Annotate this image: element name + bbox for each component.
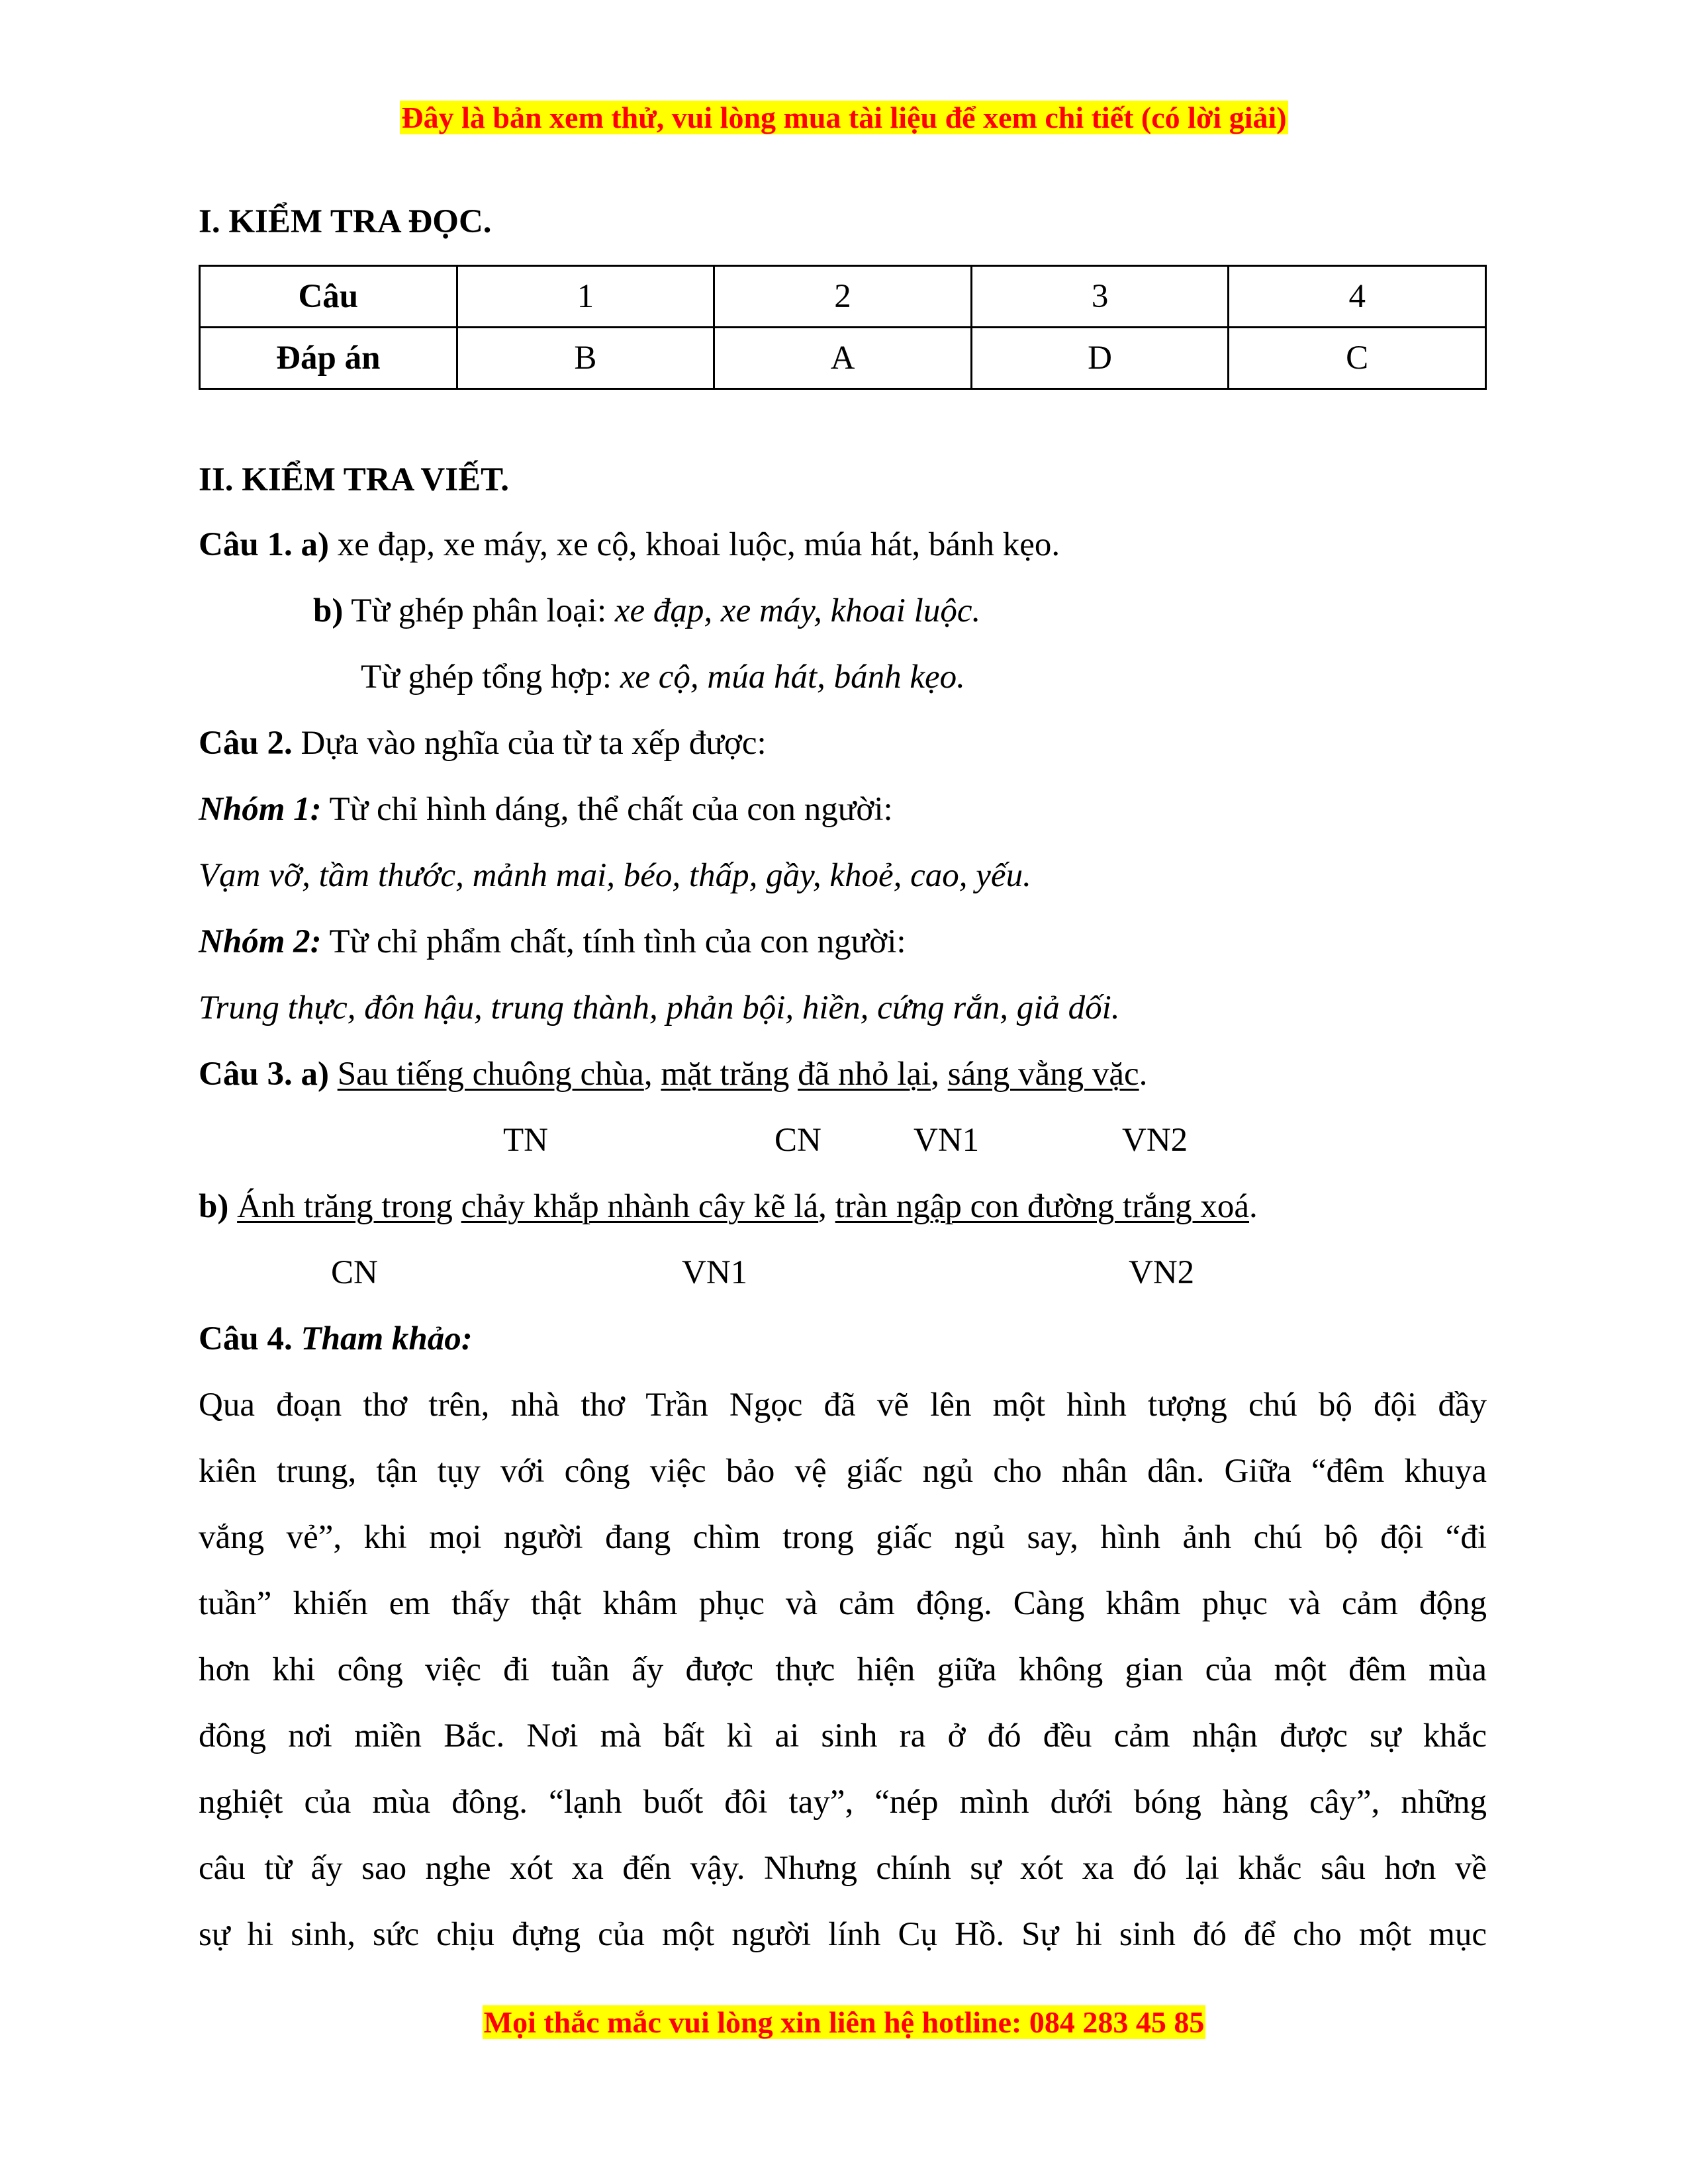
group2-line bbox=[199, 922, 906, 962]
table-cell: B bbox=[457, 328, 714, 389]
table-row bbox=[200, 328, 1486, 389]
cau2-label: Câu 2. bbox=[199, 725, 293, 762]
cau1-c-prefix: Từ ghép tổng hợp: bbox=[361, 659, 620, 696]
space bbox=[453, 1188, 461, 1225]
tag-vn2: VN2 bbox=[1129, 1254, 1195, 1291]
cau3-b-line bbox=[199, 1187, 1258, 1226]
punct: , bbox=[643, 1056, 661, 1093]
cau3-a-label: a) bbox=[301, 1056, 329, 1093]
cau1-label: Câu 1. bbox=[199, 526, 293, 563]
punct: . bbox=[1249, 1188, 1258, 1225]
group1-label: Nhóm 1: bbox=[199, 791, 322, 828]
table-row bbox=[200, 266, 1486, 328]
group1-words: Vạm vỡ, tầm thước, mảnh mai, béo, thấp, gầy, khoẻ, cao, yếu. bbox=[199, 857, 1031, 894]
cau4-line bbox=[199, 1319, 473, 1359]
table-header-cell: Câu bbox=[200, 266, 457, 328]
cau2-line bbox=[199, 723, 767, 763]
essay-line: vắng vẻ”, khi mọi người đang chìm trong giấc ngủ say, hình ảnh chú bộ đội “đi bbox=[199, 1519, 1487, 1556]
cau1-b-label: b) bbox=[313, 592, 344, 629]
group2-label: Nhóm 2: bbox=[199, 923, 322, 960]
tag-tn: TN bbox=[503, 1122, 548, 1159]
tag-vn2: VN2 bbox=[1122, 1122, 1188, 1159]
essay-line: sự hi sinh, sức chịu đựng của một người lính Cụ Hồ. Sự hi sinh đó để cho một mục bbox=[199, 1916, 1487, 1953]
tag-vn1: VN1 bbox=[682, 1254, 748, 1291]
essay-line: nghiệt của mùa đông. “lạnh buốt đôi tay”, “nép mình dưới bóng hàng cây”, những bbox=[199, 1784, 1487, 1821]
tag-vn1: VN1 bbox=[914, 1122, 980, 1159]
group1-line bbox=[199, 790, 893, 829]
punct: , bbox=[818, 1188, 835, 1225]
cau1-a-text: xe đạp, xe máy, xe cộ, khoai luộc, múa hát, bánh kẹo. bbox=[328, 526, 1060, 563]
table-cell: C bbox=[1229, 328, 1486, 389]
preview-notice-text: Đây là bản xem thử, vui lòng mua tài liệu để xem chi tiết (có lời giải) bbox=[401, 101, 1287, 134]
cau3-a-line bbox=[199, 1054, 1147, 1094]
cau4-essay bbox=[199, 1372, 1487, 1968]
cau3-b-label: b) bbox=[199, 1188, 229, 1225]
group1-desc: Từ chỉ hình dáng, thể chất của con người: bbox=[321, 791, 893, 828]
table-cell: A bbox=[714, 328, 972, 389]
table-cell: D bbox=[971, 328, 1229, 389]
cau1-c-line bbox=[361, 657, 965, 697]
essay-line: hơn khi công việc đi tuần ấy được thực hiện giữa không gian của một đêm mùa bbox=[199, 1651, 1487, 1688]
phrase-vn2: sáng vằng vặc bbox=[947, 1056, 1139, 1093]
group2-words: Trung thực, đôn hậu, trung thành, phản bội, hiền, cứng rắn, giả dối. bbox=[199, 989, 1120, 1026]
cau1-b-items: xe đạp, xe máy, khoai luộc. bbox=[614, 592, 981, 629]
table-cell: 4 bbox=[1229, 266, 1486, 328]
phrase-cn: Ánh trăng trong bbox=[237, 1188, 453, 1225]
phrase-vn1: chảy khắp nhành cây kẽ lá bbox=[461, 1188, 819, 1225]
answer-table bbox=[199, 265, 1487, 390]
hotline-banner bbox=[0, 2004, 1688, 2041]
table-header-cell: Đáp án bbox=[200, 328, 457, 389]
essay-line: Qua đoạn thơ trên, nhà thơ Trần Ngọc đã vẽ lên một hình tượng chú bộ đội đầy bbox=[199, 1387, 1487, 1424]
preview-notice-banner bbox=[0, 99, 1688, 136]
group2-desc: Từ chỉ phẩm chất, tính tình của con người: bbox=[321, 923, 906, 960]
cau1-a-line bbox=[199, 525, 1060, 565]
phrase-cn: mặt trăng bbox=[661, 1056, 790, 1093]
essay-line: câu từ ấy sao nghe xót xa đến vậy. Nhưng chính sự xót xa đó lại khắc sâu hơn về bbox=[199, 1850, 1487, 1887]
section-writing-title: II. KIỂM TRA VIẾT. bbox=[199, 461, 510, 498]
cau1-a-label: a) bbox=[301, 526, 329, 563]
section-reading-title: I. KIỂM TRA ĐỌC. bbox=[199, 203, 492, 240]
essay-line: đông nơi miền Bắc. Nơi mà bất kì ai sinh ra ở đó đều cảm nhận được sự khắc bbox=[199, 1717, 1487, 1754]
table-cell: 3 bbox=[971, 266, 1229, 328]
cau1-b-line bbox=[313, 591, 980, 631]
tag-cn: CN bbox=[774, 1122, 821, 1159]
essay-line: tuần” khiến em thấy thật khâm phục và cảm động. Càng khâm phục và cảm động bbox=[199, 1585, 1487, 1622]
cau1-b-prefix: Từ ghép phân loại: bbox=[343, 592, 615, 629]
phrase-vn1: đã nhỏ lại bbox=[798, 1056, 931, 1093]
table-cell: 2 bbox=[714, 266, 972, 328]
hotline-text: Mọi thắc mắc vui lòng xin liên hệ hotline: 084 283 45 85 bbox=[483, 2005, 1205, 2039]
cau4-label: Câu 4. bbox=[199, 1320, 293, 1357]
punct: , bbox=[931, 1056, 948, 1093]
essay-line: kiên trung, tận tụy với công việc bảo vệ giấc ngủ cho nhân dân. Giữa “đêm khuya bbox=[199, 1453, 1487, 1490]
cau3-label: Câu 3. bbox=[199, 1056, 293, 1093]
punct: . bbox=[1139, 1056, 1148, 1093]
space bbox=[789, 1056, 798, 1093]
cau1-c-items: xe cộ, múa hát, bánh kẹo. bbox=[620, 659, 965, 696]
phrase-tn: Sau tiếng chuông chùa bbox=[337, 1056, 644, 1093]
tag-cn: CN bbox=[331, 1254, 378, 1291]
table-cell: 1 bbox=[457, 266, 714, 328]
phrase-vn2: tràn ngập con đường trắng xoá bbox=[835, 1188, 1250, 1225]
cau4-sublabel: Tham khảo: bbox=[301, 1320, 473, 1357]
cau2-text: Dựa vào nghĩa của từ ta xếp được: bbox=[292, 725, 767, 762]
